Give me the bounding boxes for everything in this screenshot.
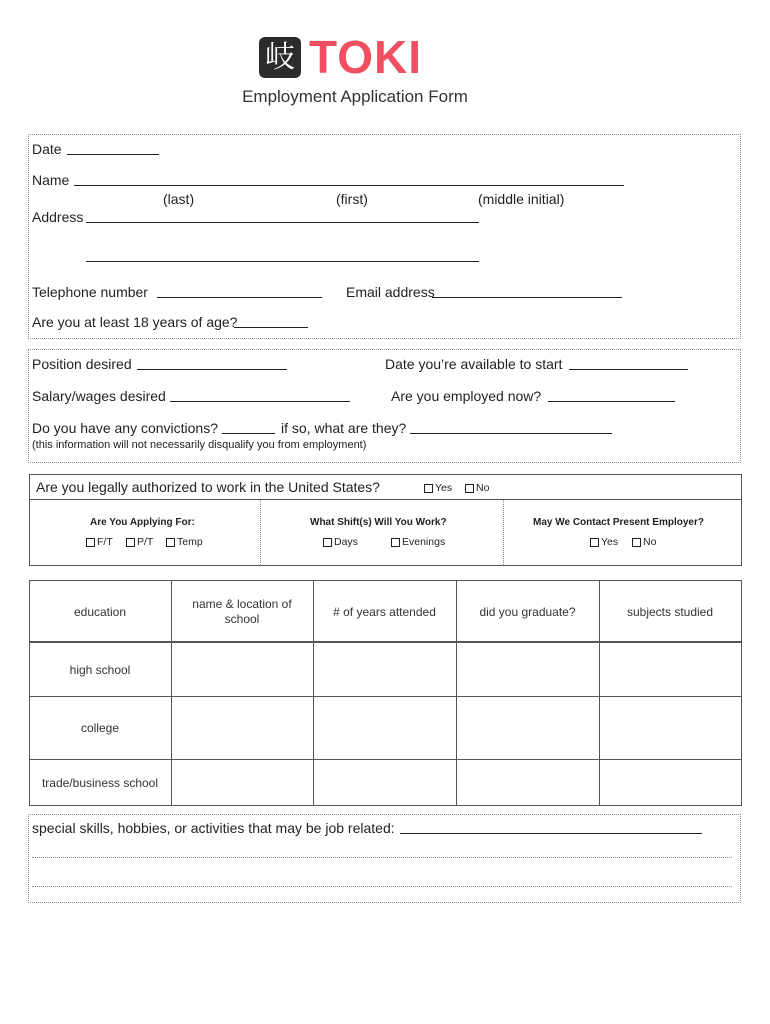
- contact-no-option[interactable]: [632, 536, 656, 548]
- work-authorization-question: Are you legally authorized to work in the United States?: [36, 479, 380, 495]
- convictions-field[interactable]: [222, 433, 275, 434]
- address-field-line1[interactable]: [86, 222, 479, 223]
- education-row-trade-school: trade/business school: [41, 776, 159, 790]
- applying-ft-label: F/T: [97, 536, 113, 548]
- employed-label: Are you employed now?: [391, 388, 542, 404]
- column-divider-1: [260, 500, 261, 565]
- telephone-field[interactable]: [157, 297, 322, 298]
- shift-evenings-checkbox[interactable]: [391, 538, 400, 547]
- applying-temp-checkbox[interactable]: [166, 538, 175, 547]
- applying-ft-checkbox[interactable]: [86, 538, 95, 547]
- available-date-field[interactable]: [569, 369, 688, 370]
- authorization-no-option[interactable]: [465, 482, 489, 494]
- form-title: Employment Application Form: [242, 87, 468, 106]
- authorization-yes-label: Yes: [435, 482, 453, 494]
- authorization-no-checkbox[interactable]: [465, 484, 474, 493]
- skills-field-line1[interactable]: [400, 833, 702, 834]
- contact-yes-label: Yes: [601, 536, 619, 548]
- authorization-divider: [29, 499, 742, 500]
- applying-temp-label: Temp: [177, 536, 203, 548]
- salary-field[interactable]: [170, 401, 350, 402]
- skills-field-line2[interactable]: [32, 857, 732, 858]
- logo-text: TOKI: [309, 31, 423, 83]
- education-header-graduate: did you graduate?: [479, 605, 576, 619]
- convictions-disclaimer: (this information will not necessarily disqualify you from employment): [32, 439, 367, 451]
- salary-label: Salary/wages desired: [32, 388, 166, 404]
- authorization-yes-option[interactable]: [424, 482, 452, 494]
- contact-no-label: No: [643, 536, 657, 548]
- email-field[interactable]: [432, 297, 622, 298]
- applying-for-heading: Are You Applying For:: [90, 517, 195, 528]
- contact-no-checkbox[interactable]: [632, 538, 641, 547]
- education-header-divider: [29, 641, 742, 643]
- position-label: Position desired: [32, 356, 132, 372]
- shift-days-label: Days: [334, 536, 358, 548]
- education-column-divider-1: [171, 580, 172, 806]
- position-field[interactable]: [137, 369, 287, 370]
- email-label: Email address: [346, 284, 435, 300]
- education-row-divider-2: [29, 759, 742, 760]
- convictions-detail-label: if so, what are they?: [281, 420, 407, 436]
- shifts-heading: What Shift(s) Will You Work?: [310, 517, 447, 528]
- shift-days-option[interactable]: [323, 536, 358, 548]
- name-field[interactable]: [74, 185, 624, 186]
- age-question: Are you at least 18 years of age?: [32, 314, 238, 330]
- age-field[interactable]: [234, 327, 308, 328]
- education-header-subjects: subjects studied: [626, 605, 714, 619]
- authorization-yes-checkbox[interactable]: [424, 484, 433, 493]
- education-row-college: college: [80, 721, 120, 735]
- skills-label: special skills, hobbies, or activities that may be job related:: [32, 820, 395, 836]
- address-label: Address: [32, 209, 84, 225]
- shift-evenings-label: Evenings: [402, 536, 446, 548]
- applying-pt-label: P/T: [137, 536, 154, 548]
- address-field-line2[interactable]: [86, 261, 479, 262]
- last-name-caption: (last): [163, 191, 195, 207]
- contact-yes-checkbox[interactable]: [590, 538, 599, 547]
- skills-field-line3[interactable]: [32, 886, 732, 887]
- name-label: Name: [32, 172, 70, 188]
- contact-yes-option[interactable]: [590, 536, 618, 548]
- personal-info-section: [28, 134, 741, 339]
- date-label: Date: [32, 141, 62, 157]
- education-row-divider-1: [29, 696, 742, 697]
- date-field[interactable]: [67, 154, 159, 155]
- shift-evenings-option[interactable]: [391, 536, 445, 548]
- applying-pt-option[interactable]: [126, 536, 153, 548]
- convictions-label: Do you have any convictions?: [32, 420, 218, 436]
- middle-initial-caption: (middle initial): [478, 191, 565, 207]
- available-date-label: Date you’re available to start: [385, 356, 563, 372]
- telephone-label: Telephone number: [32, 284, 148, 300]
- education-header-years: # of years attended: [333, 605, 436, 619]
- authorization-no-label: No: [476, 482, 490, 494]
- education-header-education: education: [73, 605, 127, 619]
- applying-temp-option[interactable]: [166, 536, 203, 548]
- column-divider-2: [503, 500, 504, 565]
- first-name-caption: (first): [336, 191, 368, 207]
- education-header-school: name & location of school: [192, 597, 292, 626]
- employed-field[interactable]: [548, 401, 675, 402]
- contact-employer-heading: May We Contact Present Employer?: [533, 517, 704, 528]
- applying-ft-option[interactable]: [86, 536, 113, 548]
- applying-pt-checkbox[interactable]: [126, 538, 135, 547]
- convictions-detail-field[interactable]: [410, 433, 612, 434]
- logo-seal: 岐: [259, 37, 301, 78]
- education-row-high-school: high school: [69, 663, 131, 677]
- shift-days-checkbox[interactable]: [323, 538, 332, 547]
